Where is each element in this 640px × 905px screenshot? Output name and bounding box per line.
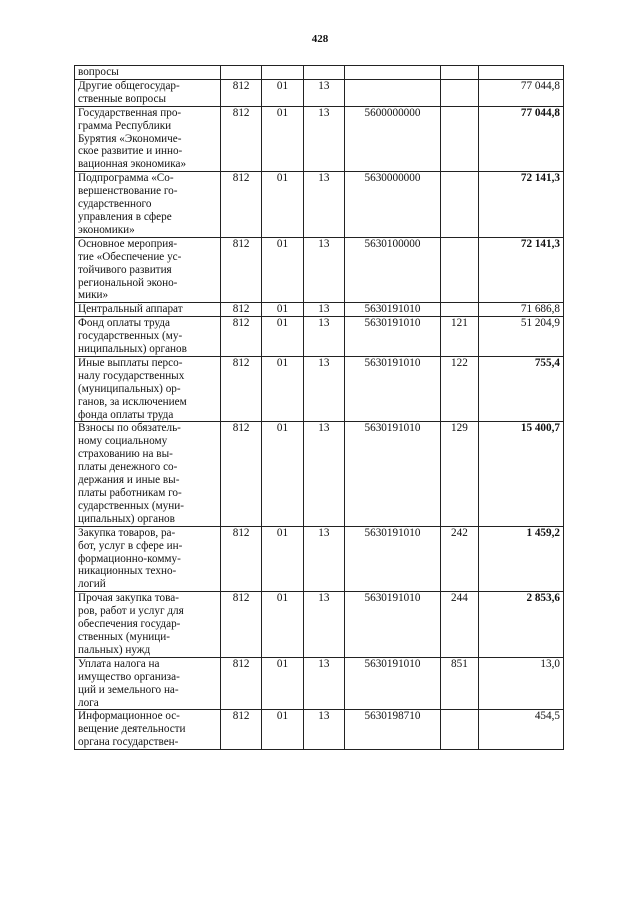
row-name-cell <box>75 422 221 526</box>
dept-code-cell: 812 <box>220 422 261 526</box>
row-name-cell <box>75 172 221 238</box>
row-name-line: грамма Республики <box>78 119 172 132</box>
sum-cell <box>479 66 564 80</box>
target-item-code-cell <box>345 79 441 106</box>
target-item-code-cell: 5630100000 <box>345 237 441 303</box>
subsection-code-cell: 13 <box>303 172 344 238</box>
section-code-cell <box>262 66 303 80</box>
row-name-line: страхованию на вы- <box>78 448 173 461</box>
dept-code-cell: 812 <box>220 172 261 238</box>
row-name-cell <box>75 79 221 106</box>
row-name-line: ниципальных) органов <box>78 343 187 356</box>
section-code-cell: 01 <box>262 356 303 422</box>
row-name-line: вационная экономика» <box>78 158 187 171</box>
table-row <box>75 106 564 172</box>
section-code-cell: 01 <box>262 317 303 357</box>
row-name-line: ганов, за исключением <box>78 395 187 408</box>
expense-type-code-cell <box>440 66 478 80</box>
table-row <box>75 317 564 357</box>
row-name-line: управления в сфере <box>78 210 172 223</box>
row-name-line: держания и иные вы- <box>78 474 180 487</box>
row-name-line: Прочая закупка това- <box>78 592 179 605</box>
row-name-line: сударственных (муни- <box>78 499 184 512</box>
sum-cell: 13,0 <box>479 657 564 710</box>
expense-type-code-cell: 129 <box>440 422 478 526</box>
sum-cell: 1 459,2 <box>479 526 564 592</box>
row-name-line: Уплата налога на <box>78 657 160 670</box>
section-code-cell: 01 <box>262 657 303 710</box>
subsection-code-cell: 13 <box>303 657 344 710</box>
row-name-cell <box>75 592 221 658</box>
sum-cell: 71 686,8 <box>479 303 564 317</box>
target-item-code-cell: 5630191010 <box>345 592 441 658</box>
subsection-code-cell: 13 <box>303 592 344 658</box>
row-name-line: Другие общегосудар- <box>78 79 180 92</box>
row-name-cell <box>75 317 221 357</box>
sum-cell: 454,5 <box>479 710 564 750</box>
row-name-line: ному социальному <box>78 435 168 448</box>
sum-cell: 72 141,3 <box>479 172 564 238</box>
row-name-line: Иные выплаты персо- <box>78 356 183 369</box>
row-name-line: экономики» <box>78 223 135 236</box>
subsection-code-cell: 13 <box>303 317 344 357</box>
row-name-cell <box>75 303 221 317</box>
row-name-line: тие «Обеспечение ус- <box>78 250 182 263</box>
expense-type-code-cell <box>440 237 478 303</box>
row-name-cell <box>75 657 221 710</box>
subsection-code-cell: 13 <box>303 422 344 526</box>
dept-code-cell <box>220 66 261 80</box>
target-item-code-cell: 5630198710 <box>345 710 441 750</box>
row-name-line: ров, работ и услуг для <box>78 605 184 618</box>
row-name-line: Основное мероприя- <box>78 237 178 250</box>
row-name-line: формационно-комму- <box>78 552 181 565</box>
section-code-cell: 01 <box>262 422 303 526</box>
section-code-cell: 01 <box>262 592 303 658</box>
target-item-code-cell: 5630000000 <box>345 172 441 238</box>
dept-code-cell: 812 <box>220 526 261 592</box>
target-item-code-cell: 5630191010 <box>345 317 441 357</box>
row-name-line: Центральный аппарат <box>78 303 183 316</box>
row-name-line: никационных техно- <box>78 565 177 578</box>
sum-cell: 77 044,8 <box>479 106 564 172</box>
row-name-line: Информационное ос- <box>78 710 180 723</box>
row-name-line: имущество организа- <box>78 670 180 683</box>
row-name-line: платы работникам го- <box>78 487 182 499</box>
section-code-cell: 01 <box>262 106 303 172</box>
row-name-cell <box>75 526 221 592</box>
row-name-cell <box>75 237 221 303</box>
dept-code-cell: 812 <box>220 303 261 317</box>
row-name-line: логий <box>78 578 106 591</box>
expense-type-code-cell <box>440 710 478 750</box>
row-name-cell <box>75 710 221 750</box>
budget-table <box>74 65 564 750</box>
row-name-line: Бурятия «Экономиче- <box>78 132 182 145</box>
row-name-line: ций и земельного на- <box>78 683 179 696</box>
expense-type-code-cell: 244 <box>440 592 478 658</box>
table-row <box>75 303 564 317</box>
row-name-line: Фонд оплаты труда <box>78 317 170 330</box>
row-name-line: бот, услуг в сфере ин- <box>78 539 183 552</box>
row-name-line: региональной эконо- <box>78 276 178 289</box>
dept-code-cell: 812 <box>220 356 261 422</box>
table-body <box>75 66 564 750</box>
row-name-line: государственных (му- <box>78 330 183 343</box>
table-row <box>75 66 564 80</box>
row-name-line: вещение деятельности <box>78 723 186 736</box>
row-name-line: вопросы <box>78 66 119 78</box>
section-code-cell: 01 <box>262 526 303 592</box>
section-code-cell: 01 <box>262 172 303 238</box>
row-name-cell <box>75 66 221 80</box>
target-item-code-cell: 5630191010 <box>345 526 441 592</box>
section-code-cell: 01 <box>262 710 303 750</box>
subsection-code-cell: 13 <box>303 356 344 422</box>
table-row <box>75 657 564 710</box>
expense-type-code-cell: 851 <box>440 657 478 710</box>
table-row <box>75 356 564 422</box>
sum-cell: 2 853,6 <box>479 592 564 658</box>
sum-cell: 15 400,7 <box>479 422 564 526</box>
row-name-line: мики» <box>78 289 109 302</box>
section-code-cell: 01 <box>262 79 303 106</box>
expense-type-code-cell: 121 <box>440 317 478 357</box>
section-code-cell: 01 <box>262 303 303 317</box>
table-row <box>75 592 564 658</box>
row-name-line: Взносы по обязатель- <box>78 422 181 435</box>
sum-cell: 51 204,9 <box>479 317 564 357</box>
dept-code-cell: 812 <box>220 237 261 303</box>
page-number: 428 <box>311 33 329 45</box>
row-name-line: обеспечения государ- <box>78 618 181 631</box>
row-name-line: Государственная про- <box>78 106 182 119</box>
expense-type-code-cell: 122 <box>440 356 478 422</box>
subsection-code-cell: 13 <box>303 106 344 172</box>
sum-cell: 77 044,8 <box>479 79 564 106</box>
expense-type-code-cell <box>440 303 478 317</box>
row-name-line: ственных (муници- <box>78 630 170 643</box>
row-name-line: лога <box>78 696 99 709</box>
subsection-code-cell: 13 <box>303 303 344 317</box>
table-row <box>75 526 564 592</box>
subsection-code-cell: 13 <box>303 237 344 303</box>
row-name-cell <box>75 106 221 172</box>
section-code-cell: 01 <box>262 237 303 303</box>
expense-type-code-cell: 242 <box>440 526 478 592</box>
row-name-line: вершенствование го- <box>78 185 178 198</box>
table-row <box>75 237 564 303</box>
row-name-line: ское развитие и инно- <box>78 145 183 158</box>
expense-type-code-cell <box>440 172 478 238</box>
table-row <box>75 710 564 750</box>
expense-type-code-cell <box>440 106 478 172</box>
dept-code-cell: 812 <box>220 79 261 106</box>
row-name-line: ципальных) органов <box>78 512 175 525</box>
row-name-line: ственные вопросы <box>78 92 167 105</box>
row-name-cell <box>75 356 221 422</box>
target-item-code-cell: 5630191010 <box>345 422 441 526</box>
dept-code-cell: 812 <box>220 106 261 172</box>
expense-type-code-cell <box>440 79 478 106</box>
subsection-code-cell: 13 <box>303 79 344 106</box>
target-item-code-cell: 5600000000 <box>345 106 441 172</box>
sum-cell: 755,4 <box>479 356 564 422</box>
target-item-code-cell: 5630191010 <box>345 303 441 317</box>
target-item-code-cell <box>345 66 441 80</box>
row-name-line: органа государствен- <box>78 736 179 749</box>
row-name-line: налу государственных <box>78 369 185 382</box>
subsection-code-cell: 13 <box>303 710 344 750</box>
dept-code-cell: 812 <box>220 317 261 357</box>
subsection-code-cell: 13 <box>303 526 344 592</box>
row-name-line: пальных) нужд <box>78 643 151 656</box>
dept-code-cell: 812 <box>220 657 261 710</box>
table-row <box>75 422 564 526</box>
sum-cell: 72 141,3 <box>479 237 564 303</box>
row-name-line: платы денежного со- <box>78 461 178 474</box>
row-name-line: Закупка товаров, ра- <box>78 526 176 539</box>
dept-code-cell: 812 <box>220 592 261 658</box>
subsection-code-cell <box>303 66 344 80</box>
target-item-code-cell: 5630191010 <box>345 356 441 422</box>
dept-code-cell: 812 <box>220 710 261 750</box>
row-name-line: фонда оплаты труда <box>78 408 174 421</box>
table-row <box>75 79 564 106</box>
table-row <box>75 172 564 238</box>
row-name-line: Подпрограмма «Со- <box>78 172 174 185</box>
row-name-line: (муниципальных) ор- <box>78 382 181 395</box>
target-item-code-cell: 5630191010 <box>345 657 441 710</box>
row-name-line: сударственного <box>78 198 152 211</box>
row-name-line: тойчивого развития <box>78 263 172 276</box>
